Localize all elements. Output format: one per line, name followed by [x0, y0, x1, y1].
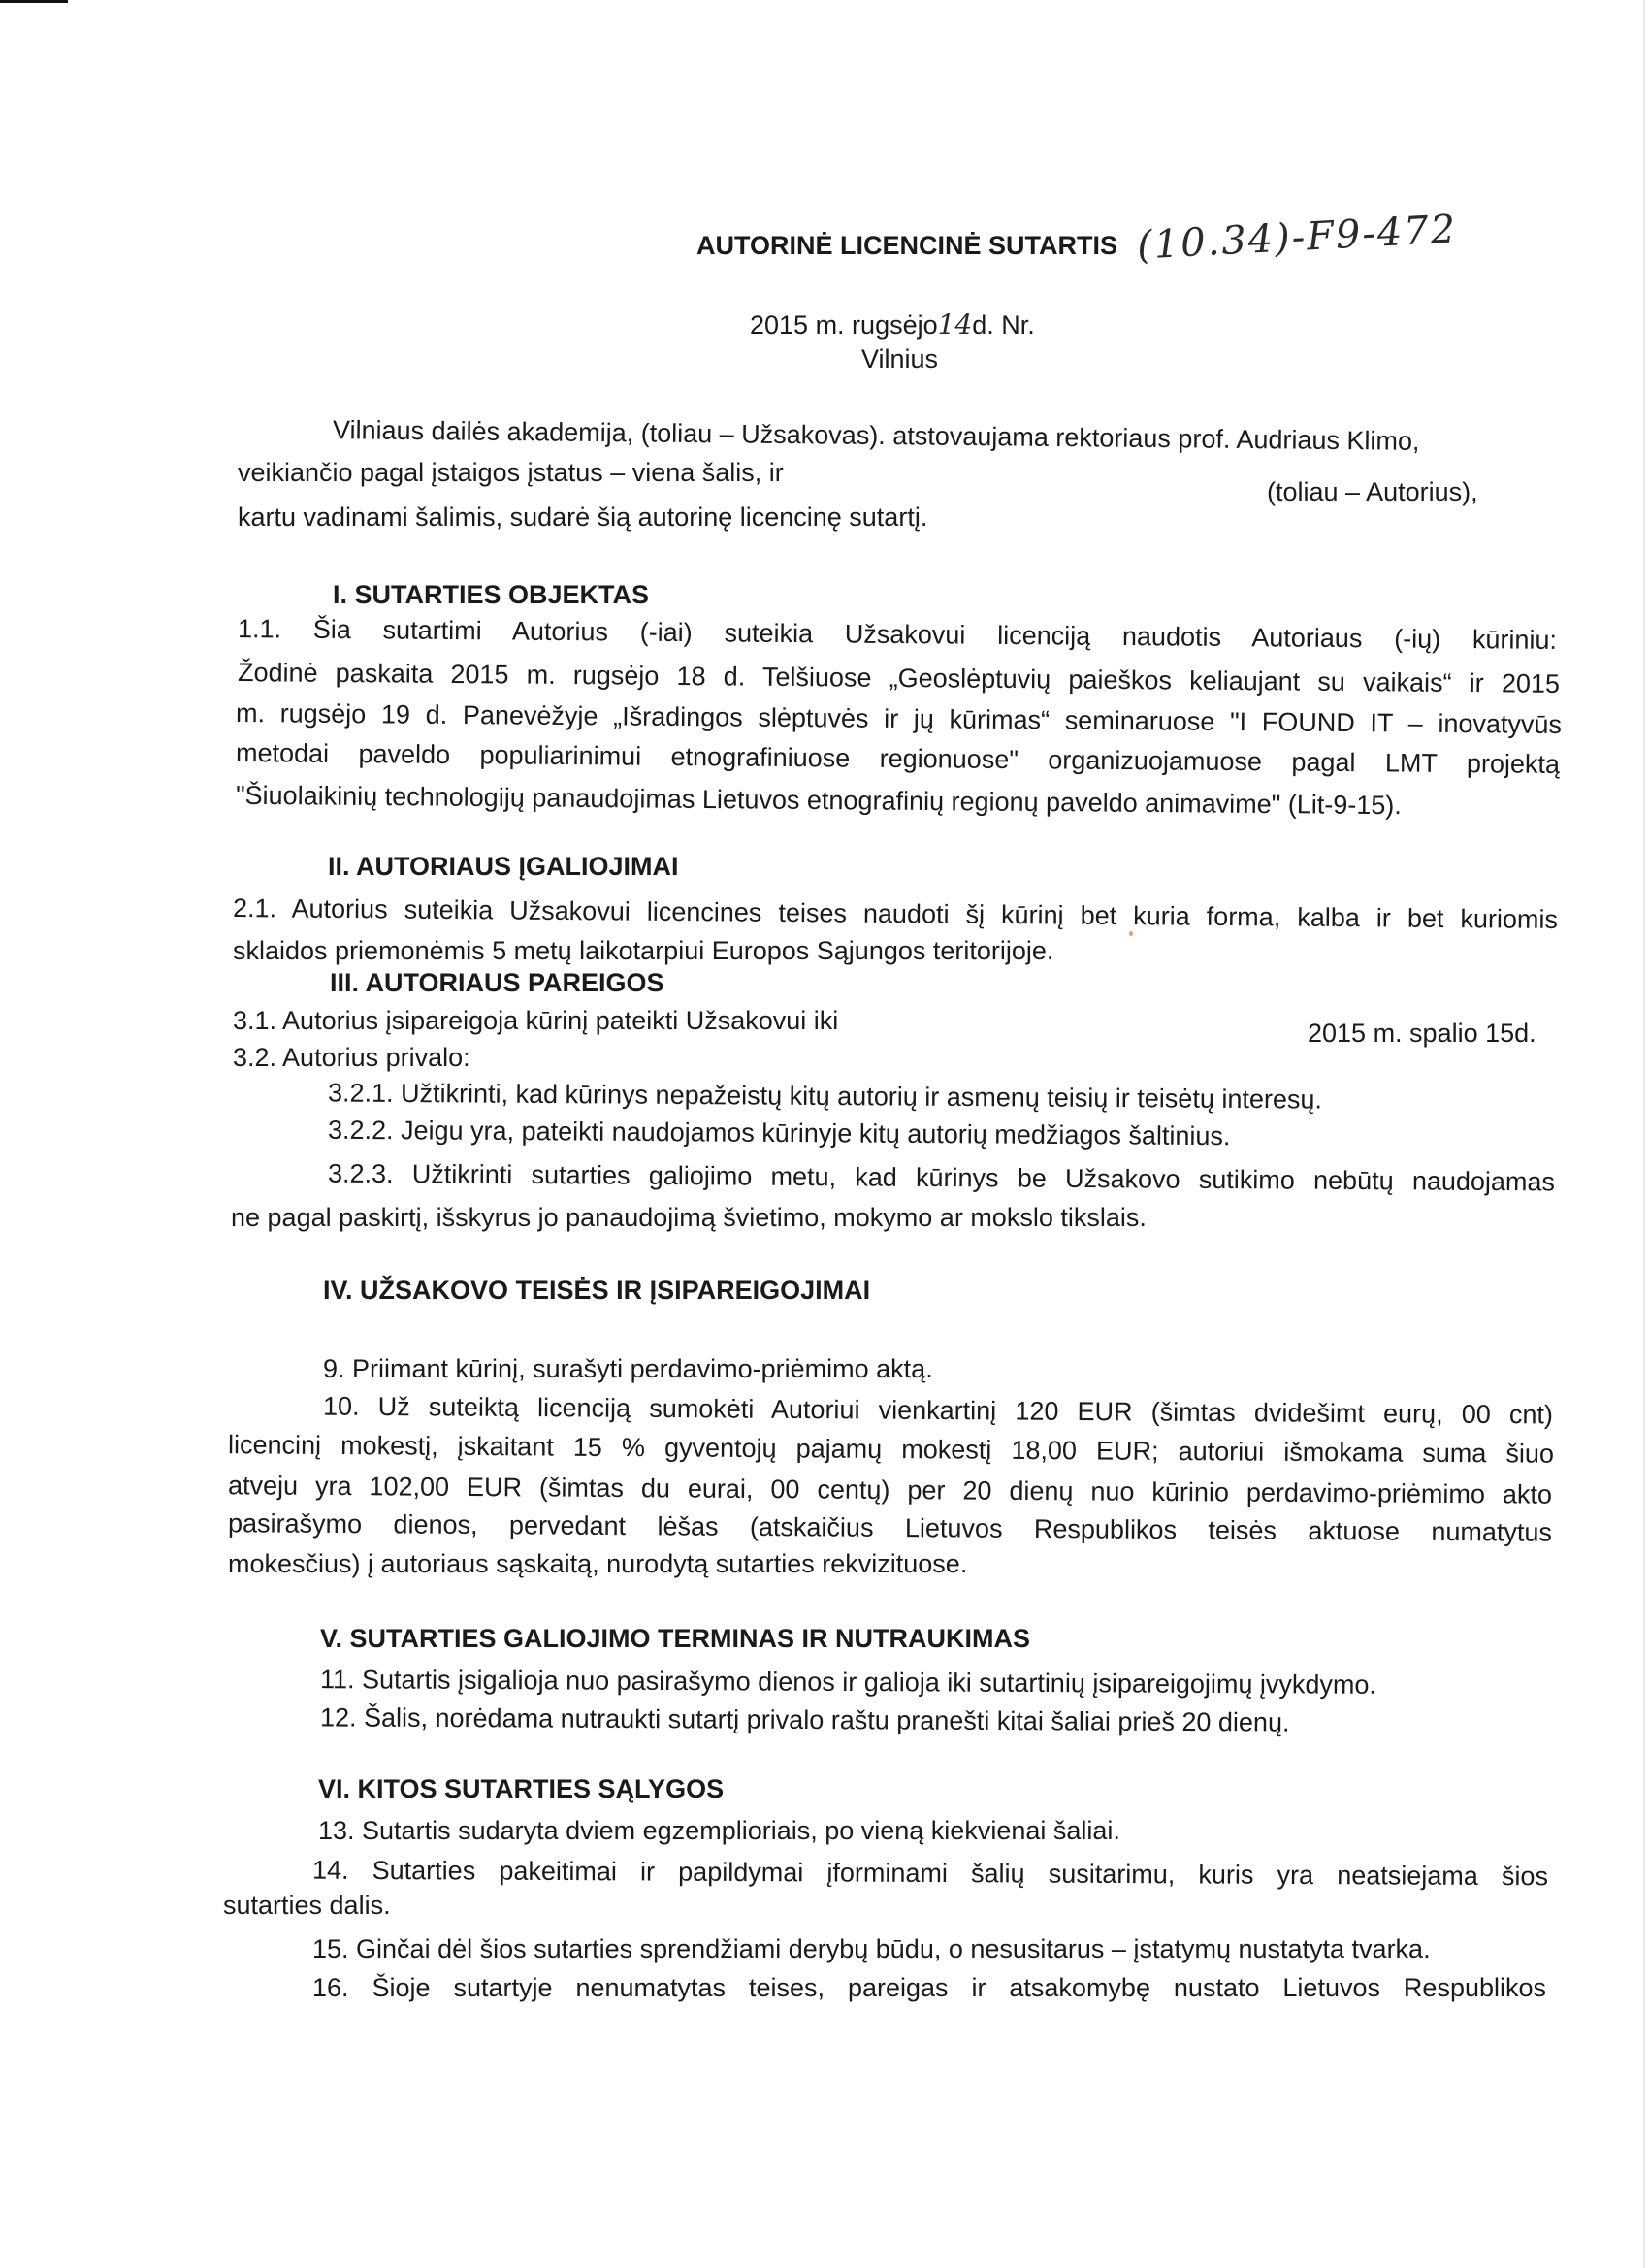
item-3-1: 3.1. Autorius įsipareigoja kūrinį pateikti Užsakovui iki	[233, 1006, 839, 1035]
item-3-2-2: 3.2.2. Jeigu yra, pateikti naudojamos kūrinyje kitų autorių medžiagos šaltinius.	[327, 1115, 1231, 1151]
section-4-heading: IV. UŽSAKOVO TEISĖS IR ĮSIPAREIGOJIMAI	[323, 1276, 871, 1305]
intro-line-1: Vilniaus dailės akademija, (toliau – Užsakovas). atstovaujama rektoriaus prof. Audriaus Klimo,	[332, 415, 1420, 456]
item-3-1-deadline: 2015 m. spalio 15d.	[1308, 1019, 1536, 1048]
intro-line-3: kartu vadinami šalimis, sudarė šią autorinę licencinę sutartį.	[238, 502, 928, 532]
date-prefix: 2015 m. rugsėjo	[750, 310, 938, 340]
section-1-line-1: 1.1. Šia sutartimi Autorius (-iai) suteikia Užsakovui licenciją naudotis Autoriaus (-ių) kūriniu:	[237, 614, 1558, 655]
item-3-2-1: 3.2.1. Užtikrinti, kad kūrinys nepažeistų kitų autorių ir asmenų teisių ir teisėtų interesų.	[327, 1078, 1323, 1115]
section-6-heading: VI. KITOS SUTARTIES SĄLYGOS	[318, 1774, 725, 1803]
item-15: 15. Ginčai dėl šios sutarties sprendžiami derybų būdu, o nesusitarus – įstatymų nustatyta tvarka.	[312, 1934, 1431, 1963]
section-3-heading: III. AUTORIAUS PAREIGOS	[330, 968, 664, 997]
section-1-line-4: metodai paveldo populiarinimui etnografiniuose regionuose" organizuojamuose pagal LMT projektą	[235, 738, 1561, 779]
document-title: AUTORINĖ LICENCINĖ SUTARTIS	[696, 231, 1118, 260]
item-3-2: 3.2. Autorius privalo:	[233, 1043, 470, 1072]
item-14-line-2: sutarties dalis.	[223, 1891, 391, 1920]
section-5-heading: V. SUTARTIES GALIOJIMO TERMINAS IR NUTRAUKIMAS	[320, 1624, 1031, 1653]
section-1-line-3: m. rugsėjo 19 d. Panevėžyje „Išradingos slėptuvės ir jų kūrimas“ seminaruose "I FOUND IT – inovatyvūs	[235, 698, 1563, 739]
section-2-heading: II. AUTORIAUS ĮGALIOJIMAI	[328, 852, 679, 881]
section-1-heading: I. SUTARTIES OBJEKTAS	[333, 580, 650, 609]
item-10-line-2: licencinį mokestį, įskaitant 15 % gyventojų pajamų mokestį 18,00 EUR; autoriui išmokama suma šiuo	[227, 1430, 1555, 1469]
date-line	[750, 308, 1035, 341]
item-16: 16. Šioje sutartyje nenumatytas teises, pareigas ir atsakomybę nustato Lietuvos Respublikos	[312, 1973, 1546, 2002]
item-10-line-1: 10. Už suteiktą licenciją sumokėti Autoriui vienkartinį 120 EUR (šimtas dvidešimt eurų, 00 cnt)	[322, 1391, 1554, 1430]
handwritten-day: 14	[937, 308, 973, 340]
item-9: 9. Priimant kūrinį, surašyti perdavimo-priėmimo aktą.	[323, 1354, 933, 1383]
item-11: 11. Sutartis įsigalioja nuo pasirašymo dienos ir galioja iki sutartinių įsipareigojimų įvykdymo.	[319, 1665, 1377, 1700]
section-1-line-2: Žodinė paskaita 2015 m. rugsėjo 18 d. Telšiuose „Geoslėptuvių paieškos keliaujant su vaikais“ ir 2015	[237, 658, 1561, 698]
section-2-line-1: 2.1. Autorius suteikia Užsakovui licencines teises naudoti šį kūrinį bet kuria forma, kalba ir bet kuriomis	[232, 893, 1559, 934]
item-12: 12. Šalis, norėdama nutraukti sutartį privalo raštu pranešti kitai šaliai prieš 20 dienų.	[319, 1702, 1290, 1737]
handwritten-registration-number: (10.34)-F9-472	[1136, 207, 1459, 269]
item-10-line-4: pasirašymo dienos, pervedant lėšas (atskaičius Lietuvos Respublikos teisės aktuose numatytus	[227, 1508, 1553, 1547]
date-suffix: d. Nr.	[972, 310, 1035, 340]
item-13: 13. Sutartis sudaryta dviem egzemplioriais, po vieną kiekvienai šaliai.	[318, 1816, 1120, 1845]
item-3-2-3-line-2: ne pagal paskirtį, išskyrus jo panaudojimą švietimo, mokymo ar mokslo tikslais.	[231, 1203, 1147, 1232]
section-1-line-5: "Šiuolaikinių technologijų panaudojimas Lietuvos etnografinių regionų paveldo animavime" (Lit-9-15).	[235, 780, 1402, 821]
city: Vilnius	[861, 344, 939, 373]
item-10-line-3: atveju yra 102,00 EUR (šimtas du eurai, 00 centų) per 20 dienų nuo kūrinio perdavimo-priėmimo akto	[227, 1471, 1553, 1509]
intro-author-note: (toliau – Autorius),	[1267, 477, 1478, 506]
item-10-line-5: mokesčius) į autoriaus sąskaitą, nurodytą sutarties rekvizituose.	[228, 1549, 968, 1578]
intro-line-2: veikiančio pagal įstaigos įstatus – viena šalis, ir	[238, 458, 784, 487]
section-2-line-2: sklaidos priemonėmis 5 metų laikotarpiui Europos Sąjungos teritorijoje.	[233, 936, 1054, 965]
item-3-2-3-line-1: 3.2.3. Užtikrinti sutarties galiojimo metu, kad kūrinys be Užsakovo sutikimo nebūtų naudojamas	[327, 1158, 1556, 1197]
item-14-line-1: 14. Sutarties pakeitimai ir papildymai įforminami šalių susitarimu, kuris yra neatsiejama šios	[311, 1855, 1549, 1892]
